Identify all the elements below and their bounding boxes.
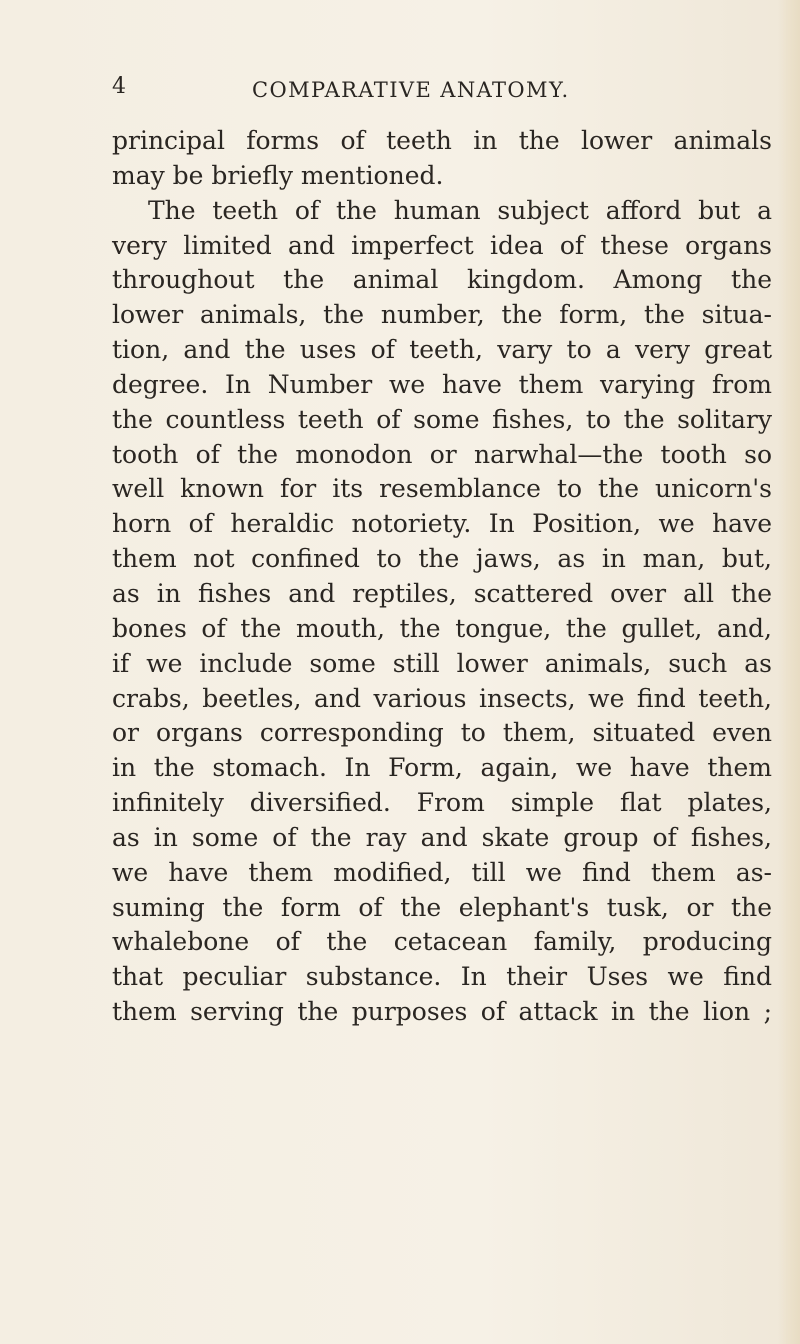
text-line: them serving the purposes of attack in the lion ; <box>112 997 772 1027</box>
text-line: we have them modified, till we find them as- <box>112 857 772 887</box>
text-line: crabs, beetles, and various insects, we find teeth, <box>112 683 772 713</box>
text-line: suming the form of the elephant's tusk, or the <box>112 892 772 922</box>
page-header <box>112 74 712 114</box>
text-line: bones of the mouth, the tongue, the gullet, and, <box>112 613 772 643</box>
text-line: may be briefly mentioned. <box>112 160 444 190</box>
body-text <box>112 124 772 1030</box>
text-line: lower animals, the number, the form, the situa- <box>112 300 772 330</box>
text-line: or organs corresponding to them, situated even <box>112 718 772 748</box>
text-line: well known for its resemblance to the unicorn's <box>112 474 772 504</box>
text-line: degree. In Number we have them varying from <box>112 369 772 399</box>
text-line: infinitely diversified. From simple flat plates, <box>112 788 772 818</box>
text-line: throughout the animal kingdom. Among the <box>112 265 772 295</box>
running-head: COMPARATIVE ANATOMY. <box>252 78 570 102</box>
page-number: 4 <box>112 74 127 99</box>
page-edge-shadow <box>778 0 800 1344</box>
text-line: that peculiar substance. In their Uses we find <box>112 962 772 992</box>
text-line: very limited and imperfect idea of these organs <box>112 230 772 260</box>
text-line: in the stomach. In Form, again, we have them <box>112 753 772 783</box>
text-line: horn of heraldic notoriety. In Position, we have <box>112 509 772 539</box>
text-line: The teeth of the human subject afford but a <box>148 195 772 225</box>
text-line: whalebone of the cetacean family, producing <box>112 927 772 957</box>
text-line: principal forms of teeth in the lower animals <box>112 126 772 155</box>
text-line: them not confined to the jaws, as in man, but, <box>112 544 772 574</box>
text-line: tooth of the monodon or narwhal—the tooth so <box>112 439 772 469</box>
text-line: if we include some still lower animals, such as <box>112 648 772 678</box>
text-line: as in some of the ray and skate group of fishes, <box>112 822 772 852</box>
text-line: the countless teeth of some fishes, to the solitary <box>112 404 772 434</box>
text-line: tion, and the uses of teeth, vary to a very great <box>112 335 772 365</box>
text-line: as in fishes and reptiles, scattered over all the <box>112 578 772 608</box>
